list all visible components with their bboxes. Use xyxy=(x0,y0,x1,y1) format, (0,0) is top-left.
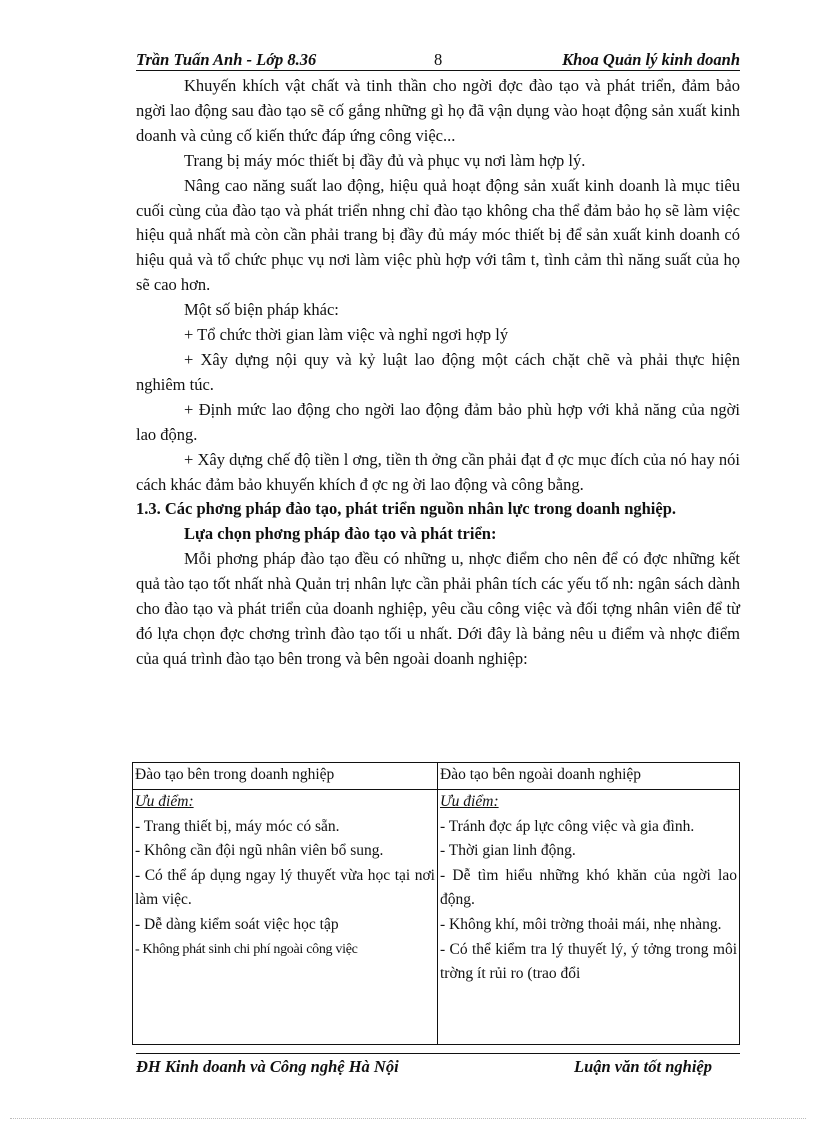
list-item: - Có thể kiểm tra lý thuyết lý, ý tởng trong môi trờng ít rủi ro (trao đổi xyxy=(440,940,737,983)
table-cell-external xyxy=(438,790,740,1045)
list-item: - Trang thiết bị, máy móc có sẵn. xyxy=(135,817,340,835)
page-edge-divider xyxy=(10,1118,806,1119)
header-rule xyxy=(136,70,740,71)
paragraph: Mỗi phơng pháp đào tạo đều có những u, nhợc điểm cho nên để có đợc những kết quả tào tạo tốt nhất nhà Quản trị nhân lực cần phải phân tích các yếu tố nh: ngân sách dành cho đào tạo và phát triển của doanh nghiệp, yêu cầu công việc và đối tợng nhân viên để từ đó lựa chọn đợc chơng trình đào tạo tối u nhất. Dới đây là bảng nêu u điểm và nhợc điểm của quá trình đào tạo bên trong và bên ngoài doanh nghiệp: xyxy=(136,549,740,668)
paragraph: Nâng cao năng suất lao động, hiệu quả hoạt động sản xuất kinh doanh là mục tiêu cuối cùng của đào tạo và phát triển nhng chỉ đào tạo không cha thể đảm bảo họ sẽ làm việc hiệu quả nhất mà còn cần phải trang bị đầy đủ máy móc thiết bị để sản xuất kinh doanh có hiệu quả và tổ chức phục vụ nơi làm việc phù hợp với tâm t, tình cảm thì năng suất của họ sẽ cao hơn. xyxy=(136,175,740,295)
header-faculty: Khoa Quản lý kinh doanh xyxy=(562,50,740,69)
paragraph: + Xây dựng chế độ tiền l ơng, tiền th ởng cần phải đạt đ ợc mục đích của nó hay nói cách khác đảm bảo khuyến khích đ ợc ng ời lao động và công bằng. xyxy=(136,449,740,494)
document-body xyxy=(136,74,740,672)
table-cell-internal xyxy=(133,790,438,1045)
footer-university: ĐH Kinh doanh và Công nghệ Hà Nội xyxy=(136,1057,399,1076)
paragraph: + Xây dựng nội quy và kỷ luật lao động một cách chặt chẽ và phải thực hiện nghiêm túc. xyxy=(136,349,740,394)
list-item: - Dễ tìm hiểu những khó khăn của ngời lao động. xyxy=(440,866,737,909)
subheading: Lựa chọn phơng pháp đào tạo và phát triển: xyxy=(184,524,497,544)
cell-subheading: Ưu điểm: xyxy=(440,793,499,810)
page-number: 8 xyxy=(434,50,443,69)
list-item: - Dễ dàng kiểm soát việc học tập xyxy=(135,915,339,933)
paragraph: + Định mức lao động cho ngời lao động đảm bảo phù hợp với khả năng của ngời lao động. xyxy=(136,399,740,444)
page-header xyxy=(136,50,740,72)
footer-thesis: Luận văn tốt nghiệp xyxy=(574,1057,712,1076)
table-header-external: Đào tạo bên ngoài doanh nghiệp xyxy=(438,763,740,790)
table-header-internal: Đào tạo bên trong doanh nghiệp xyxy=(133,763,438,790)
list-item: - Không phát sinh chi phí ngoài công việc xyxy=(135,941,358,957)
header-author: Trần Tuấn Anh - Lớp 8.36 xyxy=(136,50,317,69)
footer-rule xyxy=(136,1053,740,1054)
paragraph: + Tổ chức thời gian làm việc và nghỉ ngơi hợp lý xyxy=(184,325,509,345)
table-row xyxy=(133,790,740,1045)
paragraph: Một số biện pháp khác: xyxy=(184,300,339,320)
list-item: - Có thể áp dụng ngay lý thuyết vừa học tại nơi làm việc. xyxy=(135,866,435,909)
list-item: - Không khí, môi trờng thoải mái, nhẹ nhàng. xyxy=(440,915,722,933)
page-footer xyxy=(136,1057,740,1079)
table-header-row xyxy=(133,763,740,790)
list-item: - Thời gian linh động. xyxy=(440,842,576,860)
section-heading: 1.3. Các phơng pháp đào tạo, phát triển nguồn nhân lực trong doanh nghiệp. xyxy=(136,499,677,519)
paragraph: Trang bị máy móc thiết bị đầy đủ và phục vụ nơi làm hợp lý. xyxy=(184,150,586,170)
comparison-table xyxy=(132,762,740,1045)
paragraph: Khuyến khích vật chất và tinh thần cho ngời đợc đào tạo và phát triển, đảm bảo ngời lao động sau đào tạo sẽ cố gắng những gì họ đã vận dụng vào hoạt động sản xuất kinh doanh và củng cố kiến thức đáp ứng công việc... xyxy=(136,76,740,145)
list-item: - Tránh đợc áp lực công việc và gia đình. xyxy=(440,817,695,835)
list-item: - Không cần đội ngũ nhân viên bổ sung. xyxy=(135,842,384,860)
cell-subheading: Ưu điểm: xyxy=(135,793,194,810)
